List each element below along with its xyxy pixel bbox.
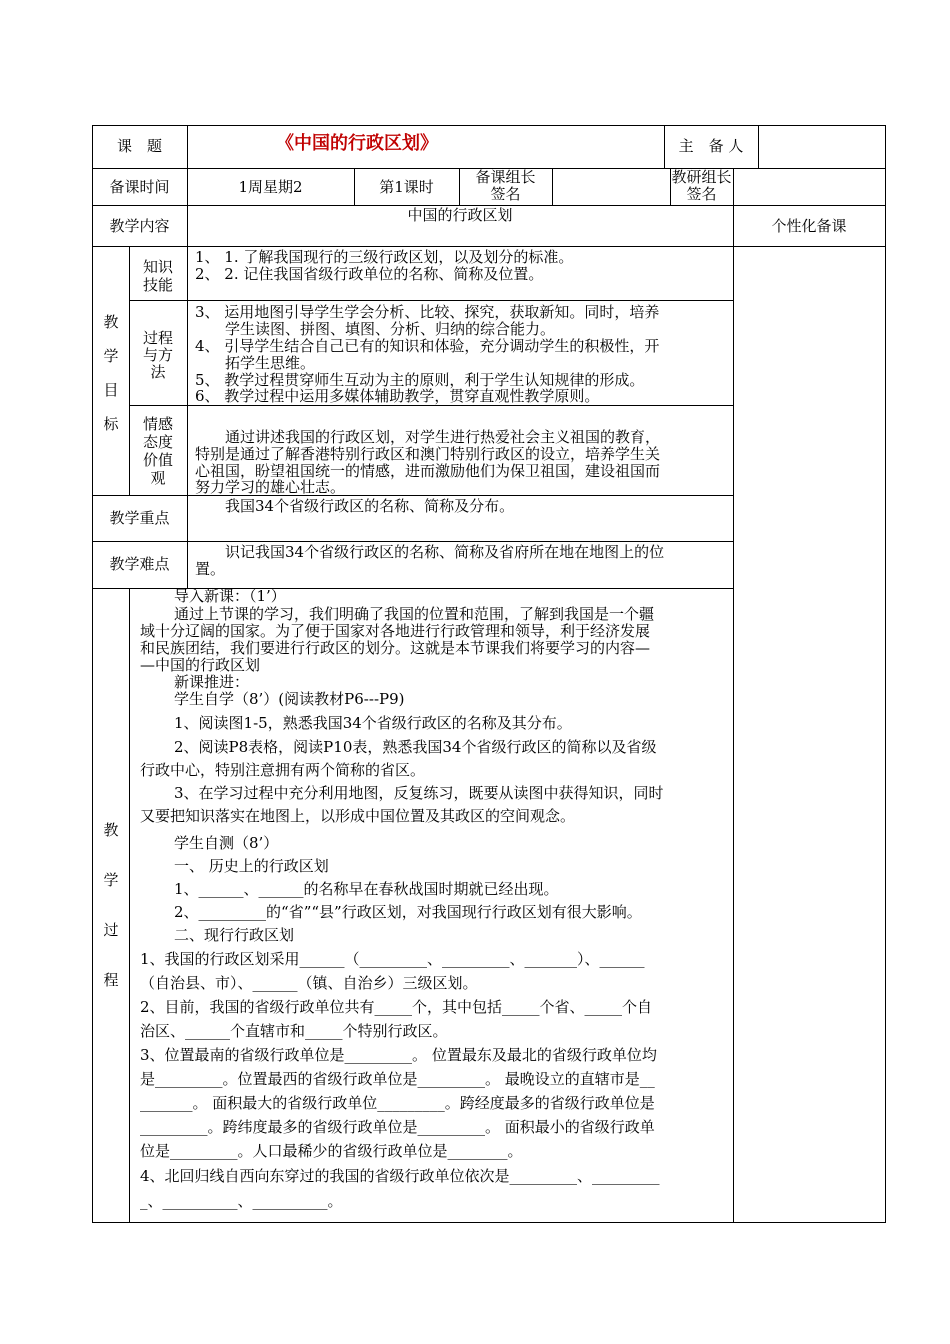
section-heading: 一、 历史上的行政区划	[174, 857, 329, 875]
rule	[129, 300, 733, 301]
emotion-line: 努力学习的雄心壮志。	[195, 478, 346, 496]
process-label-char: 过	[103, 921, 119, 939]
course-title: 《中国的行政区划》	[276, 133, 438, 154]
research-leader-label: 教研组长	[671, 168, 732, 186]
preparer-label: 主 备 人	[678, 137, 744, 155]
lesson-plan-table	[92, 125, 886, 1223]
key-points-value: 我国34个省级行政区的名称、简称及分布。	[225, 497, 515, 515]
objectives-label-char: 学	[103, 347, 119, 365]
study-item: 2、阅读P8表格，阅读P10表，熟悉我国34个省级行政区的简称以及省级	[174, 738, 657, 756]
emotion-label-4: 观	[150, 469, 166, 487]
intro-line: 通过上节课的学习，我们明确了我国的位置和范围，了解到我国是一个疆	[174, 605, 655, 623]
self-test: 学生自测（8’）	[174, 834, 279, 852]
process-line: 4、 引导学生结合自己已有的知识和体验，充分调动学生的积极性，开	[195, 337, 660, 355]
self-study: 学生自学（8’）(阅读教材P6---P9)	[174, 690, 405, 708]
process-line: 5、 教学过程贯穿师生互动为主的原则，利于学生认知规律的形成。	[195, 371, 645, 389]
process-label-char: 程	[103, 971, 119, 989]
difficulties-line: 置。	[195, 560, 226, 578]
rule	[187, 495, 188, 588]
section-heading: 二、现行行政区划	[174, 926, 295, 944]
rule	[92, 125, 93, 1223]
question: 4、北回归线自西向东穿过的我国的省级行政单位依次是_________、_________	[140, 1167, 660, 1185]
process-method-label-2: 与方	[142, 346, 173, 364]
emotion-label: 情感	[142, 415, 173, 433]
new-lesson: 新课推进：	[174, 673, 250, 691]
objectives-label-char: 目	[103, 381, 119, 399]
rule	[552, 168, 553, 205]
objectives-label	[101, 313, 121, 449]
rule	[92, 541, 733, 542]
question: 位是_________。人口最稀少的省级行政单位是________。	[140, 1142, 523, 1160]
period-value: 第1课时	[379, 178, 434, 196]
study-item: 3、在学习过程中充分利用地图，反复练习，既要从读图中获得知识，同时	[174, 784, 664, 802]
rule	[129, 588, 130, 1223]
process-line: 3、 运用地图引导学生学会分析、比较、探究，获取新知。同时，培养	[195, 303, 660, 321]
content-label: 教学内容	[109, 217, 170, 235]
study-item: 1、阅读图1-5，熟悉我国34个省级行政区的名称及其分布。	[174, 714, 572, 732]
question: 治区、______个直辖市和_____个特别行政区。	[140, 1022, 448, 1040]
research-leader-sign-label: 签名	[686, 185, 717, 203]
difficulties-line: 识记我国34个省级行政区的名称、简称及省府所在地在地图上的位	[225, 543, 665, 561]
emotion-label-2: 态度	[142, 433, 173, 451]
emotion-label-3: 价值	[142, 451, 173, 469]
question: 2、_________的“省”“县”行政区划，对我国现行行政区划有很大影响。	[174, 903, 642, 921]
intro-line: —中国的行政区划	[140, 656, 261, 674]
difficulties-label: 教学难点	[109, 555, 170, 573]
process-label-char: 教	[103, 821, 119, 839]
rule	[758, 125, 759, 168]
rule	[187, 246, 188, 495]
question: 1、______、______的名称早在春秋战国时期就已经出现。	[174, 880, 559, 898]
knowledge-line: 2、 2. 记住我国省级行政单位的名称、简称及位置。	[195, 265, 544, 283]
rule	[92, 125, 886, 126]
emotion-line: 特别是通过了解香港特别行政区和澳门特别行政区的设立，培养学生关	[195, 445, 661, 463]
process-method-label: 过程	[142, 329, 173, 347]
process-line: 学生读图、拼图、填图、分析、归纳的综合能力。	[225, 320, 556, 338]
question: 2、目前，我国的省级行政单位共有_____个，其中包括_____个省、_____个自	[140, 998, 653, 1016]
group-leader-sign-label: 签名	[490, 185, 521, 203]
process-method-label-3: 法	[150, 363, 166, 381]
question: 1、我国的行政区划采用______（_________、_________、_______）、______	[140, 950, 645, 968]
process-label	[101, 821, 121, 1021]
content-value: 中国的行政区划	[407, 206, 513, 224]
knowledge-label: 知识	[142, 258, 173, 276]
question: 是_________。位置最西的省级行政单位是_________。 最晚设立的直辖市是__	[140, 1070, 655, 1088]
time-label: 备课时间	[109, 178, 170, 196]
study-item: 又要把知识落实在地图上，以形成中国位置及其政区的空间观念。	[140, 807, 576, 825]
question: 3、位置最南的省级行政单位是_________。 位置最东及最北的省级行政单位均	[140, 1046, 657, 1064]
group-leader-label: 备课组长	[475, 168, 536, 186]
intro-title: 导入新课：（1’）	[174, 587, 286, 605]
key-points-label: 教学重点	[109, 509, 170, 527]
question: _、__________、__________。	[140, 1192, 343, 1210]
knowledge-label-2: 技能	[142, 276, 173, 294]
question: （自治县、市）、______（镇、自治乡）三级区划。	[140, 974, 478, 992]
rule	[733, 168, 734, 1223]
rule	[92, 246, 886, 247]
objectives-label-char: 标	[103, 415, 119, 433]
time-value: 1周星期2	[238, 178, 303, 196]
emotion-line: 通过讲述我国的行政区划，对学生进行热爱社会主义祖国的教育，	[225, 428, 661, 446]
rule	[885, 125, 886, 1223]
question: _________。跨纬度最多的省级行政单位是_________。 面积最小的省级行政单	[140, 1118, 655, 1136]
rule	[92, 495, 733, 496]
process-line: 拓学生思维。	[225, 354, 316, 372]
intro-line: 域十分辽阔的国家。为了便于国家对各地进行行政管理和领导，利于经济发展	[140, 622, 651, 640]
knowledge-line: 1、 1. 了解我国现行的三级行政区划，以及划分的标准。	[195, 248, 574, 266]
emotion-line: 心祖国，盼望祖国统一的情感，进而激励他们为保卫祖国，建设祖国而	[195, 462, 661, 480]
personal-label: 个性化备课	[771, 217, 847, 235]
course-label: 课 题	[116, 137, 162, 155]
rule	[92, 1222, 886, 1223]
question: _______。 面积最大的省级行政单位_________。跨经度最多的省级行政单位是	[140, 1094, 655, 1112]
objectives-label-char: 教	[103, 313, 119, 331]
rule	[129, 405, 733, 406]
intro-line: 和民族团结，我们要进行行政区的划分。这就是本节课我们将要学习的内容—	[140, 639, 651, 657]
process-label-char: 学	[103, 871, 119, 889]
study-item: 行政中心，特别注意拥有两个简称的省区。	[140, 761, 426, 779]
process-line: 6、 教学过程中运用多媒体辅助教学，贯穿直观性教学原则。	[195, 387, 600, 405]
